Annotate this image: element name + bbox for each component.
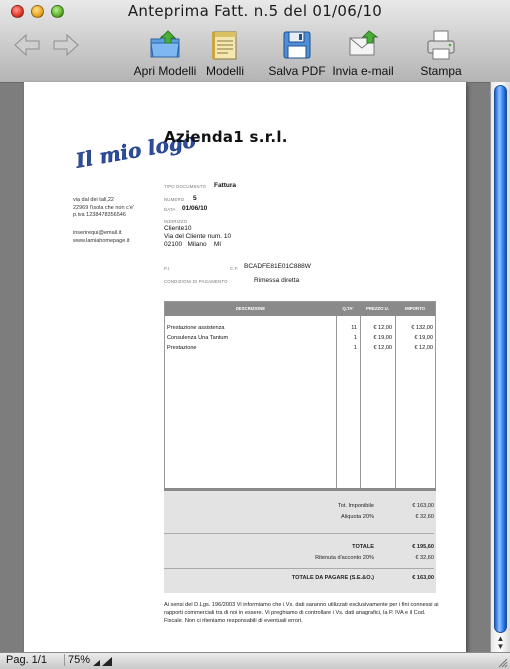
page-indicator: Pag. 1/1	[6, 654, 47, 666]
invoice-page	[24, 82, 466, 652]
doc-type-value: Fattura	[214, 182, 237, 189]
row-qty: 1	[353, 335, 357, 341]
payment-label: CONDIZIONI DI PAGAMENTO	[164, 279, 228, 284]
vertical-scrollbar[interactable]	[490, 82, 510, 652]
col-header-amount: IMPORTO	[405, 306, 425, 311]
sender-email: inserirequi@email.it	[73, 230, 122, 236]
payment-value: Rimessa diretta	[254, 277, 300, 284]
client-name: Cliente10	[164, 225, 192, 232]
vat-label: P.I.	[164, 266, 171, 271]
row-description: Prestazione assistenza	[167, 325, 225, 331]
templates-button[interactable]	[203, 28, 247, 78]
row-description: Prestazione	[167, 345, 197, 351]
row-amount: € 132,00	[411, 325, 433, 331]
arrow-left-icon	[13, 32, 41, 58]
row-qty: 11	[351, 325, 357, 331]
scrollbar-thumb[interactable]	[494, 85, 507, 633]
sender-website: www.lamiahomepage.it	[73, 237, 130, 244]
open-templates-button[interactable]	[130, 28, 200, 78]
status-bar	[0, 652, 510, 669]
withholding-label: Ritenuta d'acconto 20%	[315, 555, 374, 561]
vat-rate-label: Aliquota 20%	[341, 514, 374, 520]
row-unit-price: € 19,00	[373, 335, 392, 341]
row-description: Consulenza Una Tantum	[167, 335, 229, 341]
client-street: Via del Cliente num. 10	[164, 233, 232, 240]
sender-vat: p.iva 1238478356546	[73, 212, 126, 218]
save-pdf-label: Salva PDF	[268, 64, 326, 78]
col-divider	[395, 316, 396, 488]
tax-code-value: BCADFE81E01C888W	[244, 263, 311, 270]
date-label: DATA	[164, 207, 176, 212]
scroll-up-arrow-icon[interactable]: ▲	[496, 634, 505, 643]
totals-divider	[164, 568, 434, 569]
resize-grip-icon[interactable]	[497, 657, 508, 668]
back-button[interactable]	[13, 32, 41, 58]
taxable-total-label: Tot. Imponibile	[337, 503, 374, 509]
sender-address-line2: 22969 l'isola che non c'e'	[73, 204, 134, 211]
row-unit-price: € 12,00	[373, 345, 392, 351]
floppy-disk-icon	[280, 28, 314, 62]
print-label: Stampa	[420, 64, 462, 78]
privacy-note: Ai sensi del D.Lgs. 196/2003 Vi informiamo che i Vs. dati saranno utilizzati esclusivamente per i fini connessi ai rapporti commerciali tra di noi in essere. Vi preghiamo di controllare i Vs. dati anagrafici, la P. IVA e il Cod. Fiscale. Non ci riteniamo responsabili di eventuali errori.	[164, 602, 439, 625]
col-divider	[360, 316, 361, 488]
address-label: INDIRIZZO	[164, 219, 188, 224]
save-pdf-button[interactable]	[267, 28, 327, 78]
row-unit-price: € 12,00	[373, 325, 392, 331]
window-title: Anteprima Fatt. n.5 del 01/06/10	[127, 2, 383, 20]
number-label: NUMERO	[164, 197, 185, 202]
client-city: 02100 Milano MI	[164, 241, 222, 248]
zoom-slider-icon[interactable]	[92, 655, 114, 667]
arrow-right-icon	[52, 32, 80, 58]
taxable-total-value: € 163,00	[412, 503, 434, 509]
amount-due-label: TOTALE DA PAGARE (S.E.&O.)	[291, 575, 374, 581]
col-divider	[336, 316, 337, 488]
print-button[interactable]	[418, 28, 464, 78]
col-header-qty: Q.TA'	[342, 306, 354, 311]
row-amount: € 12,00	[414, 345, 433, 351]
amount-due-value: € 163,00	[412, 575, 434, 581]
vat-rate-value: € 32,60	[415, 514, 434, 520]
invoice-items-table	[164, 301, 436, 489]
number-value: 5	[193, 195, 197, 202]
col-header-description: DESCRIZIONE	[235, 306, 266, 311]
col-header-unit-price: PREZZO U.	[366, 306, 389, 311]
printer-icon	[424, 28, 458, 62]
table-header	[165, 302, 435, 316]
company-name: Azienda1 s.r.l.	[164, 128, 288, 146]
grand-total-label: TOTALE	[352, 544, 374, 550]
send-email-button[interactable]	[330, 28, 396, 78]
send-email-label: Invia e-mail	[332, 64, 394, 78]
open-templates-label: Apri Modelli	[133, 64, 197, 78]
row-qty: 1	[353, 345, 357, 351]
scroll-down-arrow-icon[interactable]: ▼	[496, 642, 505, 651]
title-bar	[0, 0, 510, 83]
templates-label: Modelli	[205, 64, 244, 78]
zoom-level[interactable]: 75%	[64, 654, 90, 666]
withholding-value: € 32,60	[415, 555, 434, 561]
sender-address-line1: via dal dei tali,22	[73, 197, 114, 203]
envelope-icon	[346, 28, 380, 62]
grand-total-value: € 195,60	[412, 544, 434, 550]
date-value: 01/06/10	[182, 205, 208, 212]
row-amount: € 19,00	[414, 335, 433, 341]
totals-box	[164, 488, 436, 593]
tax-code-label: C.F.	[230, 266, 239, 271]
totals-divider	[164, 533, 434, 534]
logo-text: Il mio logo	[73, 127, 198, 173]
template-icon	[208, 28, 242, 62]
company-logo	[73, 127, 198, 173]
forward-button[interactable]	[52, 32, 80, 58]
folder-icon	[148, 28, 182, 62]
doc-type-label: TIPO DOCUMENTO	[164, 184, 207, 189]
